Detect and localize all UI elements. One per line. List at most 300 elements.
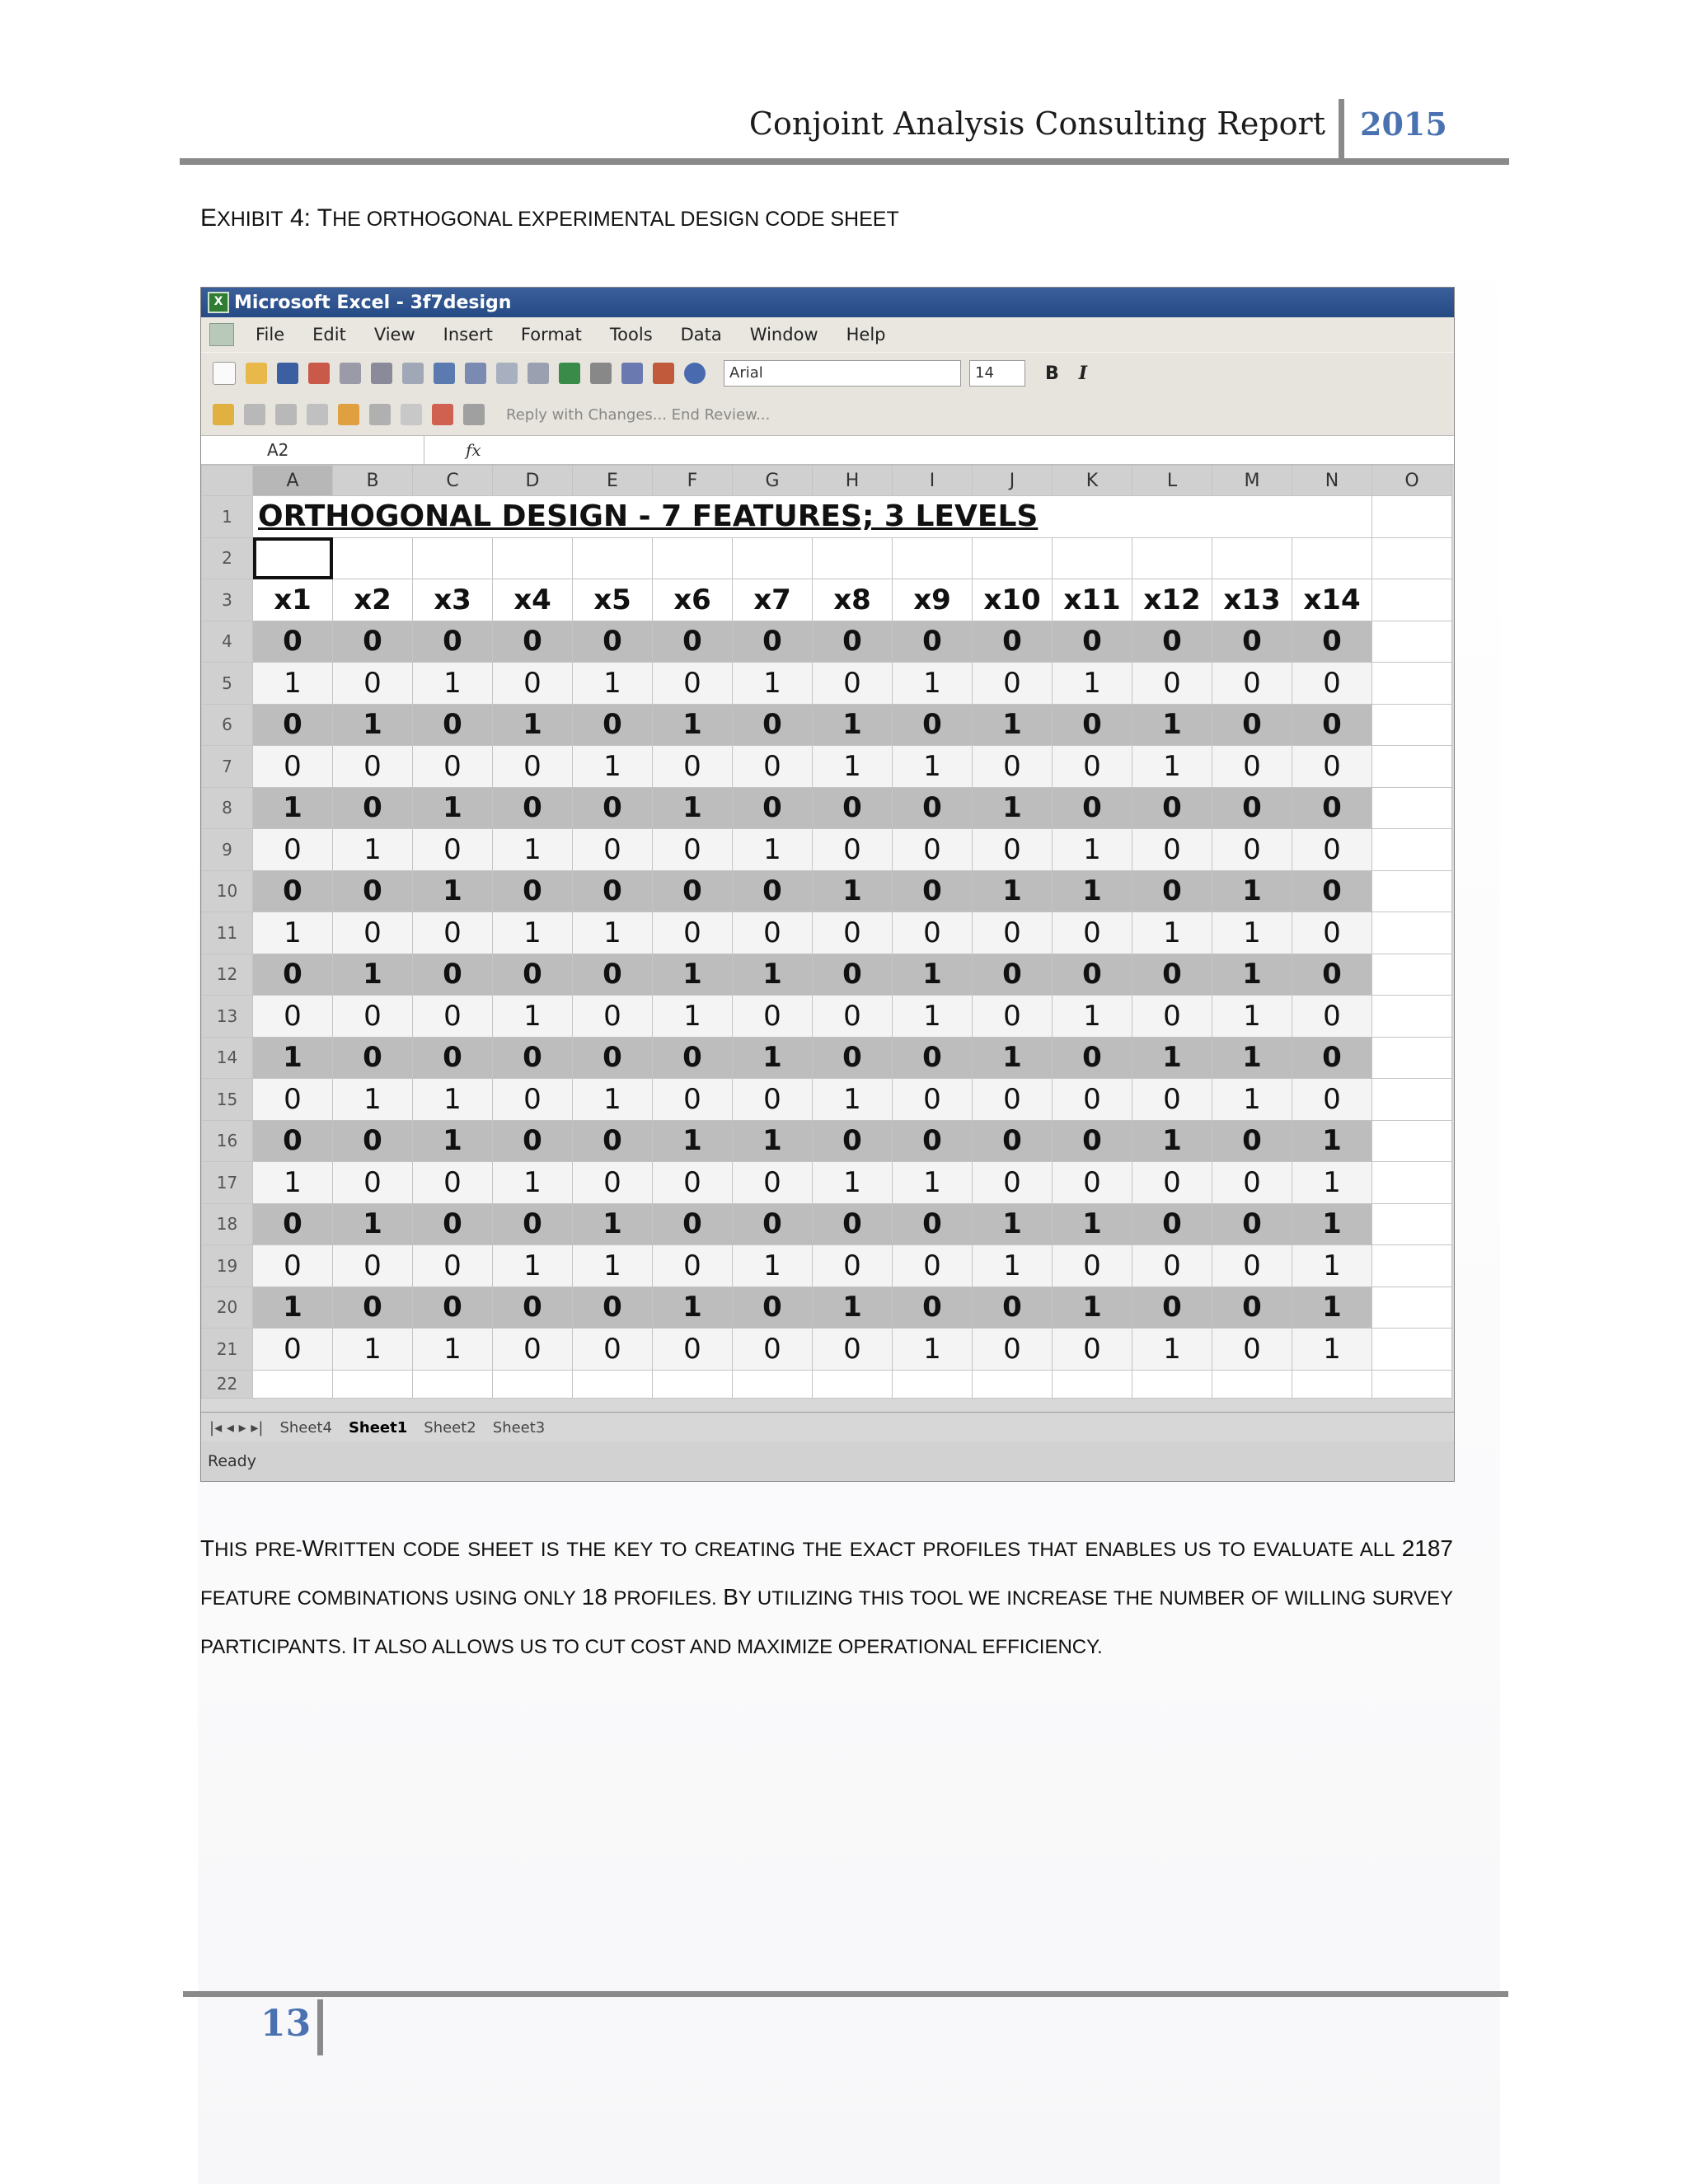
design-cell[interactable]: 0 — [653, 621, 733, 663]
design-cell[interactable]: 0 — [1053, 1037, 1132, 1079]
worksheet-cell[interactable] — [1372, 537, 1452, 579]
variable-header[interactable]: x12 — [1132, 579, 1212, 621]
design-cell[interactable]: 1 — [1292, 1120, 1372, 1162]
design-cell[interactable]: 0 — [813, 954, 893, 996]
design-cell[interactable]: 1 — [1292, 1286, 1372, 1329]
design-cell[interactable]: 0 — [1132, 1245, 1212, 1287]
design-cell[interactable]: 0 — [893, 912, 973, 954]
variable-header[interactable]: x7 — [733, 579, 813, 621]
worksheet-cell[interactable] — [493, 1370, 573, 1398]
design-cell[interactable]: 0 — [493, 1286, 573, 1329]
design-cell[interactable]: 0 — [573, 704, 653, 746]
workbook-icon[interactable] — [209, 323, 234, 346]
design-cell[interactable]: 0 — [813, 1120, 893, 1162]
chart-wizard-icon[interactable] — [653, 363, 674, 384]
italic-button[interactable]: I — [1078, 363, 1088, 384]
design-cell[interactable]: 1 — [973, 787, 1053, 829]
design-cell[interactable]: 1 — [1053, 996, 1132, 1038]
tab-sheet4[interactable]: Sheet4 — [279, 1418, 332, 1436]
hyperlink-icon[interactable] — [559, 363, 580, 384]
worksheet-cell[interactable] — [1372, 870, 1452, 912]
design-cell[interactable]: 0 — [413, 954, 493, 996]
fx-icon[interactable]: fx — [466, 440, 481, 460]
design-cell[interactable]: 0 — [253, 1329, 333, 1371]
design-cell[interactable]: 0 — [813, 787, 893, 829]
design-cell[interactable]: 1 — [653, 996, 733, 1038]
design-cell[interactable]: 1 — [733, 829, 813, 871]
undo-icon[interactable] — [528, 363, 549, 384]
design-cell[interactable]: 0 — [333, 1037, 413, 1079]
design-cell[interactable]: 0 — [733, 746, 813, 788]
design-cell[interactable]: 1 — [493, 996, 573, 1038]
design-cell[interactable]: 0 — [253, 829, 333, 871]
design-cell[interactable]: 0 — [653, 870, 733, 912]
design-cell[interactable]: 0 — [1212, 621, 1292, 663]
design-cell[interactable]: 0 — [1053, 1162, 1132, 1204]
design-cell[interactable]: 1 — [413, 663, 493, 705]
row-header[interactable]: 19 — [202, 1245, 253, 1287]
design-cell[interactable]: 0 — [253, 704, 333, 746]
design-cell[interactable]: 0 — [493, 1037, 573, 1079]
design-cell[interactable]: 0 — [653, 663, 733, 705]
design-cell[interactable]: 0 — [1212, 704, 1292, 746]
design-cell[interactable]: 0 — [813, 1245, 893, 1287]
design-cell[interactable]: 0 — [813, 621, 893, 663]
design-cell[interactable]: 0 — [1212, 1286, 1292, 1329]
worksheet-cell[interactable] — [813, 1370, 893, 1398]
design-cell[interactable]: 0 — [893, 1286, 973, 1329]
design-cell[interactable]: 0 — [413, 704, 493, 746]
menu-edit[interactable]: Edit — [312, 325, 346, 344]
column-header[interactable]: M — [1212, 466, 1292, 496]
worksheet-cell[interactable] — [1372, 954, 1452, 996]
row-header[interactable]: 18 — [202, 1203, 253, 1245]
design-cell[interactable]: 0 — [253, 746, 333, 788]
review-icon-6[interactable] — [401, 404, 422, 425]
design-cell[interactable]: 1 — [893, 663, 973, 705]
design-cell[interactable]: 0 — [573, 829, 653, 871]
design-cell[interactable]: 1 — [573, 663, 653, 705]
review-commands[interactable]: Reply with Changes... End Review... — [506, 405, 771, 424]
design-cell[interactable]: 0 — [973, 1120, 1053, 1162]
column-header[interactable]: A — [253, 466, 333, 496]
design-cell[interactable]: 1 — [253, 1037, 333, 1079]
design-cell[interactable]: 1 — [733, 954, 813, 996]
design-cell[interactable]: 0 — [733, 1162, 813, 1204]
row-header[interactable]: 3 — [202, 579, 253, 621]
permission-icon[interactable] — [308, 363, 330, 384]
design-cell[interactable]: 0 — [1053, 1079, 1132, 1121]
design-cell[interactable]: 1 — [333, 829, 413, 871]
worksheet-cell[interactable] — [1372, 1286, 1452, 1329]
design-cell[interactable]: 1 — [1212, 954, 1292, 996]
design-cell[interactable]: 1 — [1212, 912, 1292, 954]
worksheet-cell[interactable] — [1372, 1120, 1452, 1162]
design-cell[interactable]: 0 — [653, 912, 733, 954]
design-cell[interactable]: 1 — [1132, 1037, 1212, 1079]
design-cell[interactable]: 0 — [893, 787, 973, 829]
column-header[interactable]: E — [573, 466, 653, 496]
design-cell[interactable]: 1 — [1212, 1037, 1292, 1079]
column-header[interactable]: D — [493, 466, 573, 496]
design-cell[interactable]: 1 — [813, 870, 893, 912]
design-cell[interactable]: 0 — [333, 996, 413, 1038]
design-cell[interactable]: 0 — [333, 1162, 413, 1204]
row-header[interactable]: 17 — [202, 1162, 253, 1204]
variable-header[interactable]: x14 — [1292, 579, 1372, 621]
review-icon-3[interactable] — [307, 404, 328, 425]
design-cell[interactable]: 0 — [1292, 954, 1372, 996]
design-cell[interactable]: 1 — [653, 704, 733, 746]
design-cell[interactable]: 0 — [893, 829, 973, 871]
design-cell[interactable]: 0 — [973, 1079, 1053, 1121]
row-header[interactable]: 2 — [202, 537, 253, 579]
design-cell[interactable]: 0 — [813, 663, 893, 705]
design-cell[interactable]: 0 — [1292, 1037, 1372, 1079]
design-cell[interactable]: 0 — [653, 1329, 733, 1371]
design-cell[interactable]: 0 — [413, 1203, 493, 1245]
design-cell[interactable]: 1 — [653, 1120, 733, 1162]
design-cell[interactable]: 1 — [893, 746, 973, 788]
design-cell[interactable]: 1 — [1053, 663, 1132, 705]
design-cell[interactable]: 0 — [653, 1037, 733, 1079]
design-cell[interactable]: 1 — [813, 1079, 893, 1121]
design-cell[interactable]: 0 — [893, 621, 973, 663]
worksheet-cell[interactable] — [1292, 1370, 1372, 1398]
design-cell[interactable]: 1 — [733, 1120, 813, 1162]
row-header[interactable]: 14 — [202, 1037, 253, 1079]
worksheet-cell[interactable] — [813, 537, 893, 579]
tab-scroll-arrows[interactable]: |◂ ◂ ▸ ▸| — [209, 1418, 264, 1436]
column-header[interactable]: C — [413, 466, 493, 496]
worksheet-cell[interactable] — [1372, 1203, 1452, 1245]
design-cell[interactable]: 0 — [813, 1203, 893, 1245]
worksheet-cell[interactable] — [1372, 1162, 1452, 1204]
row-header[interactable]: 11 — [202, 912, 253, 954]
design-cell[interactable]: 1 — [493, 912, 573, 954]
design-cell[interactable]: 0 — [1212, 829, 1292, 871]
help-icon[interactable] — [684, 363, 706, 384]
design-cell[interactable]: 0 — [973, 1162, 1053, 1204]
review-icon-8[interactable] — [463, 404, 485, 425]
design-cell[interactable]: 0 — [653, 829, 733, 871]
row-header[interactable]: 6 — [202, 704, 253, 746]
design-cell[interactable]: 1 — [1132, 1120, 1212, 1162]
design-cell[interactable]: 1 — [973, 870, 1053, 912]
variable-header[interactable]: x9 — [893, 579, 973, 621]
design-cell[interactable]: 0 — [253, 1245, 333, 1287]
tab-sheet1[interactable]: Sheet1 — [348, 1418, 408, 1436]
design-cell[interactable]: 1 — [1212, 870, 1292, 912]
sheet-title[interactable]: ORTHOGONAL DESIGN - 7 FEATURES; 3 LEVELS — [253, 496, 1372, 538]
design-cell[interactable]: 0 — [573, 621, 653, 663]
print-preview-icon[interactable] — [402, 363, 424, 384]
design-cell[interactable]: 1 — [1292, 1162, 1372, 1204]
design-cell[interactable]: 0 — [493, 746, 573, 788]
design-cell[interactable]: 0 — [813, 996, 893, 1038]
worksheet-cell[interactable] — [1212, 537, 1292, 579]
design-cell[interactable]: 0 — [1053, 954, 1132, 996]
design-cell[interactable]: 0 — [1212, 1329, 1292, 1371]
menu-help[interactable]: Help — [846, 325, 886, 344]
worksheet-cell[interactable] — [973, 1370, 1053, 1398]
spelling-icon[interactable] — [434, 363, 455, 384]
design-cell[interactable]: 0 — [573, 996, 653, 1038]
design-cell[interactable]: 0 — [973, 621, 1053, 663]
design-cell[interactable]: 0 — [1132, 996, 1212, 1038]
open-icon[interactable] — [246, 363, 267, 384]
design-cell[interactable]: 0 — [333, 870, 413, 912]
design-cell[interactable]: 0 — [493, 1120, 573, 1162]
worksheet-cell[interactable] — [1372, 829, 1452, 871]
design-cell[interactable]: 1 — [413, 787, 493, 829]
design-cell[interactable]: 0 — [813, 912, 893, 954]
design-cell[interactable]: 1 — [333, 1079, 413, 1121]
row-header[interactable]: 20 — [202, 1286, 253, 1329]
design-cell[interactable]: 0 — [493, 787, 573, 829]
design-cell[interactable]: 1 — [1053, 1286, 1132, 1329]
worksheet-cell[interactable] — [1372, 1037, 1452, 1079]
design-cell[interactable]: 0 — [1212, 1120, 1292, 1162]
design-cell[interactable]: 0 — [413, 621, 493, 663]
worksheet-cell[interactable] — [413, 1370, 493, 1398]
design-cell[interactable]: 0 — [333, 1286, 413, 1329]
worksheet-cell[interactable] — [1132, 1370, 1212, 1398]
new-icon[interactable] — [213, 362, 236, 385]
design-cell[interactable]: 1 — [1132, 746, 1212, 788]
design-cell[interactable]: 0 — [413, 1037, 493, 1079]
design-cell[interactable]: 1 — [493, 1162, 573, 1204]
design-cell[interactable]: 1 — [253, 912, 333, 954]
design-cell[interactable]: 0 — [253, 870, 333, 912]
print-icon[interactable] — [371, 363, 392, 384]
menu-insert[interactable]: Insert — [443, 325, 493, 344]
design-cell[interactable]: 0 — [653, 1079, 733, 1121]
folder-icon[interactable] — [213, 404, 234, 425]
design-cell[interactable]: 1 — [1212, 996, 1292, 1038]
email-icon[interactable] — [340, 363, 361, 384]
variable-header[interactable]: x6 — [653, 579, 733, 621]
worksheet-cell[interactable] — [893, 1370, 973, 1398]
design-cell[interactable]: 0 — [333, 787, 413, 829]
design-cell[interactable]: 1 — [1132, 1329, 1212, 1371]
design-cell[interactable]: 1 — [893, 1162, 973, 1204]
design-cell[interactable]: 0 — [573, 954, 653, 996]
design-cell[interactable]: 0 — [973, 996, 1053, 1038]
worksheet-cell[interactable] — [893, 537, 973, 579]
design-cell[interactable]: 0 — [973, 954, 1053, 996]
design-cell[interactable]: 0 — [333, 621, 413, 663]
worksheet-cell[interactable] — [333, 1370, 413, 1398]
design-cell[interactable]: 0 — [493, 663, 573, 705]
design-cell[interactable]: 1 — [253, 1286, 333, 1329]
worksheet-cell[interactable] — [493, 537, 573, 579]
menu-window[interactable]: Window — [749, 325, 818, 344]
design-cell[interactable]: 0 — [573, 1286, 653, 1329]
design-cell[interactable]: 0 — [973, 1329, 1053, 1371]
design-cell[interactable]: 0 — [573, 1037, 653, 1079]
design-cell[interactable]: 1 — [253, 663, 333, 705]
font-size-select[interactable]: 14 — [969, 360, 1025, 387]
design-cell[interactable]: 0 — [893, 1079, 973, 1121]
design-cell[interactable]: 0 — [1053, 787, 1132, 829]
design-cell[interactable]: 1 — [333, 704, 413, 746]
column-header[interactable]: F — [653, 466, 733, 496]
design-cell[interactable]: 0 — [333, 746, 413, 788]
worksheet-cell[interactable] — [1372, 787, 1452, 829]
worksheet-cell[interactable] — [1372, 621, 1452, 663]
design-cell[interactable]: 1 — [573, 1079, 653, 1121]
design-cell[interactable]: 0 — [973, 663, 1053, 705]
column-header[interactable]: K — [1053, 466, 1132, 496]
worksheet-cell[interactable] — [1372, 1370, 1452, 1398]
worksheet-cell[interactable] — [653, 1370, 733, 1398]
design-cell[interactable]: 1 — [573, 912, 653, 954]
design-cell[interactable]: 0 — [1053, 704, 1132, 746]
design-cell[interactable]: 1 — [413, 1329, 493, 1371]
design-cell[interactable]: 0 — [413, 1162, 493, 1204]
worksheet-cell[interactable] — [333, 537, 413, 579]
design-cell[interactable]: 1 — [573, 746, 653, 788]
design-cell[interactable]: 1 — [493, 1245, 573, 1287]
design-cell[interactable]: 0 — [1053, 1245, 1132, 1287]
design-cell[interactable]: 0 — [893, 1245, 973, 1287]
design-cell[interactable]: 0 — [1132, 954, 1212, 996]
design-cell[interactable]: 0 — [973, 1286, 1053, 1329]
name-box[interactable]: A2 — [201, 436, 424, 464]
design-cell[interactable]: 0 — [733, 996, 813, 1038]
worksheet-cell[interactable] — [253, 537, 333, 579]
worksheet-cell[interactable] — [1292, 537, 1372, 579]
design-cell[interactable]: 0 — [733, 1079, 813, 1121]
row-header[interactable]: 16 — [202, 1120, 253, 1162]
design-cell[interactable]: 0 — [493, 1079, 573, 1121]
menu-tools[interactable]: Tools — [609, 325, 653, 344]
design-cell[interactable]: 1 — [493, 704, 573, 746]
design-cell[interactable]: 1 — [493, 829, 573, 871]
design-cell[interactable]: 0 — [1292, 787, 1372, 829]
worksheet-cell[interactable] — [1372, 996, 1452, 1038]
design-cell[interactable]: 1 — [893, 1329, 973, 1371]
design-cell[interactable]: 1 — [973, 704, 1053, 746]
design-cell[interactable]: 1 — [893, 954, 973, 996]
design-cell[interactable]: 0 — [573, 787, 653, 829]
row-header[interactable]: 7 — [202, 746, 253, 788]
worksheet-cell[interactable] — [733, 537, 813, 579]
variable-header[interactable]: x3 — [413, 579, 493, 621]
review-icon-7[interactable] — [432, 404, 453, 425]
worksheet-cell[interactable] — [1372, 579, 1452, 621]
worksheet-cell[interactable] — [253, 1370, 333, 1398]
design-cell[interactable]: 1 — [413, 1079, 493, 1121]
design-cell[interactable]: 0 — [1053, 912, 1132, 954]
review-icon-2[interactable] — [275, 404, 297, 425]
design-cell[interactable]: 0 — [1292, 912, 1372, 954]
worksheet-cell[interactable] — [653, 537, 733, 579]
design-cell[interactable]: 0 — [1292, 996, 1372, 1038]
worksheet-cell[interactable] — [1132, 537, 1212, 579]
design-cell[interactable]: 0 — [1132, 663, 1212, 705]
design-cell[interactable]: 0 — [253, 954, 333, 996]
column-header[interactable]: I — [893, 466, 973, 496]
design-cell[interactable]: 1 — [813, 1286, 893, 1329]
design-cell[interactable]: 0 — [1132, 1203, 1212, 1245]
save-icon[interactable] — [277, 363, 298, 384]
worksheet-cell[interactable] — [573, 537, 653, 579]
font-name-select[interactable]: Arial — [724, 360, 961, 387]
design-cell[interactable]: 1 — [813, 1162, 893, 1204]
design-cell[interactable]: 0 — [1212, 663, 1292, 705]
design-cell[interactable]: 0 — [1132, 829, 1212, 871]
research-icon[interactable] — [465, 363, 486, 384]
design-cell[interactable]: 0 — [413, 996, 493, 1038]
variable-header[interactable]: x2 — [333, 579, 413, 621]
design-cell[interactable]: 0 — [653, 1203, 733, 1245]
design-cell[interactable]: 0 — [733, 1329, 813, 1371]
design-cell[interactable]: 0 — [973, 912, 1053, 954]
design-cell[interactable]: 0 — [1292, 704, 1372, 746]
design-cell[interactable]: 0 — [413, 912, 493, 954]
row-header[interactable]: 1 — [202, 496, 253, 538]
design-cell[interactable]: 0 — [973, 829, 1053, 871]
menu-view[interactable]: View — [373, 325, 415, 344]
design-cell[interactable]: 0 — [1132, 870, 1212, 912]
design-cell[interactable]: 1 — [733, 1245, 813, 1287]
design-cell[interactable]: 0 — [1132, 1286, 1212, 1329]
design-cell[interactable]: 1 — [813, 704, 893, 746]
row-header[interactable]: 10 — [202, 870, 253, 912]
worksheet-cell[interactable] — [973, 537, 1053, 579]
row-header[interactable]: 5 — [202, 663, 253, 705]
design-cell[interactable]: 1 — [653, 787, 733, 829]
worksheet-cell[interactable] — [1372, 496, 1452, 538]
design-cell[interactable]: 0 — [573, 870, 653, 912]
worksheet-cell[interactable] — [1372, 1329, 1452, 1371]
design-cell[interactable]: 0 — [573, 1329, 653, 1371]
column-header[interactable]: G — [733, 466, 813, 496]
design-cell[interactable]: 0 — [1292, 1079, 1372, 1121]
autosum-icon[interactable] — [590, 363, 612, 384]
design-cell[interactable]: 0 — [893, 870, 973, 912]
copy-icon[interactable] — [496, 363, 518, 384]
worksheet-cell[interactable] — [1372, 1245, 1452, 1287]
column-header[interactable]: O — [1372, 466, 1452, 496]
design-cell[interactable]: 1 — [973, 1245, 1053, 1287]
design-cell[interactable]: 0 — [1292, 663, 1372, 705]
select-all-corner[interactable] — [202, 466, 253, 496]
review-icon-4[interactable] — [338, 404, 359, 425]
design-cell[interactable]: 1 — [893, 996, 973, 1038]
design-cell[interactable]: 0 — [413, 1286, 493, 1329]
design-cell[interactable]: 0 — [893, 704, 973, 746]
row-header[interactable]: 12 — [202, 954, 253, 996]
design-cell[interactable]: 0 — [493, 870, 573, 912]
design-cell[interactable]: 0 — [1132, 1162, 1212, 1204]
worksheet-cell[interactable] — [1372, 1079, 1452, 1121]
design-cell[interactable]: 1 — [333, 1329, 413, 1371]
row-header[interactable]: 9 — [202, 829, 253, 871]
design-cell[interactable]: 0 — [413, 1245, 493, 1287]
design-cell[interactable]: 1 — [813, 746, 893, 788]
design-cell[interactable]: 0 — [813, 829, 893, 871]
design-cell[interactable]: 0 — [413, 829, 493, 871]
design-cell[interactable]: 0 — [1292, 621, 1372, 663]
design-cell[interactable]: 1 — [413, 1120, 493, 1162]
row-header[interactable]: 21 — [202, 1329, 253, 1371]
design-cell[interactable]: 0 — [493, 1203, 573, 1245]
tab-sheet3[interactable]: Sheet3 — [492, 1418, 546, 1436]
column-header[interactable]: H — [813, 466, 893, 496]
